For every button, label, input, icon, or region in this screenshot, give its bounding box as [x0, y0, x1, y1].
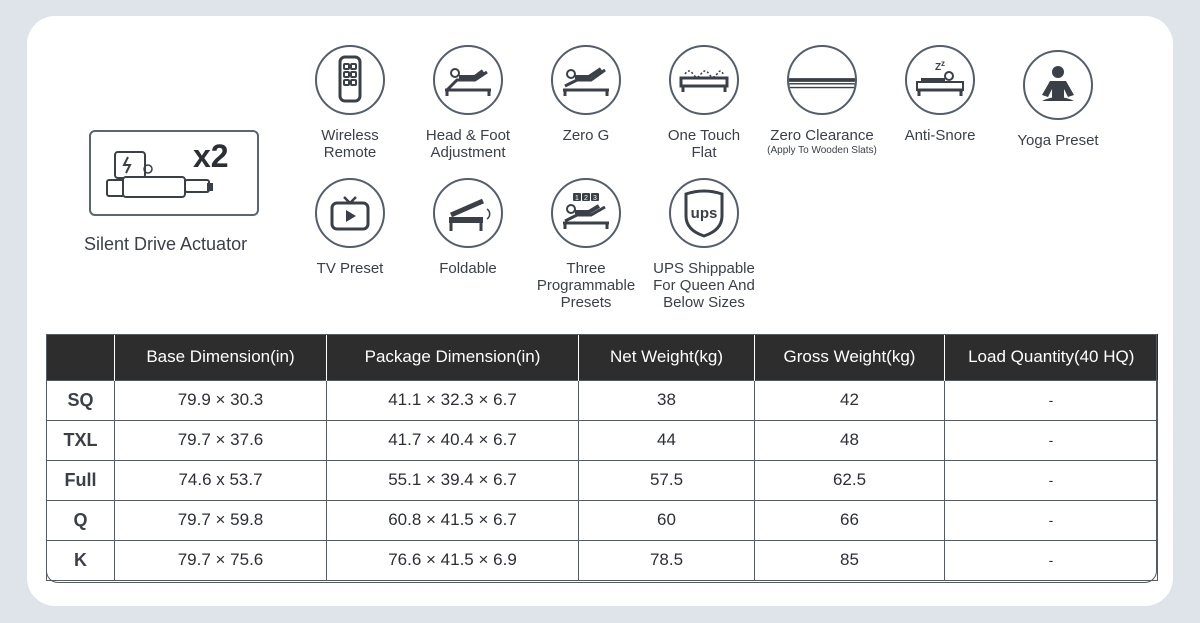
feature-zero-g: [521, 45, 651, 144]
feature-tv-preset: [285, 178, 415, 277]
package-dimension-cell: 60.8 × 41.5 × 6.7: [327, 500, 579, 540]
one-touch-flat-icon: [669, 45, 739, 115]
net-weight-cell: 78.5: [579, 540, 755, 580]
base-dimension-cell: 79.7 × 75.6: [115, 540, 327, 580]
package-dimension-cell: 76.6 × 41.5 × 6.9: [327, 540, 579, 580]
gross-weight-cell: 66: [755, 500, 945, 540]
zero-g-icon: [551, 45, 621, 115]
feature-head-foot: [403, 45, 533, 161]
actuator-frame: [89, 130, 259, 216]
load-quantity-cell: -: [945, 540, 1158, 580]
load-quantity-cell: -: [945, 500, 1158, 540]
remote-icon: [315, 45, 385, 115]
feature-label: Zero Clearance: [770, 127, 874, 144]
feature-zero-clearance: [757, 45, 887, 156]
load-quantity-cell: -: [945, 460, 1158, 500]
header-load-quantity: Load Quantity(40 HQ): [945, 334, 1158, 380]
actuator-label: Silent Drive Actuator: [84, 234, 248, 254]
header-gross-weight: Gross Weight(kg): [755, 334, 945, 380]
feature-programmable: [521, 178, 651, 311]
feature-ups: [639, 178, 769, 311]
gross-weight-cell: 42: [755, 380, 945, 420]
net-weight-cell: 38: [579, 380, 755, 420]
yoga-icon: [1023, 50, 1093, 120]
anti-snore-icon: [905, 45, 975, 115]
net-weight-cell: 60: [579, 500, 755, 540]
base-dimension-cell: 79.7 × 59.8: [115, 500, 327, 540]
table-row: [47, 540, 1158, 580]
feature-label: Head & Foot Adjustment: [425, 127, 511, 161]
base-dimension-cell: 79.9 × 30.3: [115, 380, 327, 420]
size-cell: Q: [47, 500, 115, 540]
head-foot-adjust-icon: [433, 45, 503, 115]
feature-wireless-remote: [285, 45, 415, 161]
package-dimension-cell: 41.1 × 32.3 × 6.7: [327, 380, 579, 420]
net-weight-cell: 44: [579, 420, 755, 460]
feature-label: Wireless Remote: [321, 127, 379, 161]
net-weight-cell: 57.5: [579, 460, 755, 500]
feature-sublabel: (Apply To Wooden Slats): [767, 145, 877, 156]
svg-text:z: z: [941, 59, 945, 68]
feature-label: Foldable: [439, 260, 497, 277]
size-cell: K: [47, 540, 115, 580]
gross-weight-cell: 85: [755, 540, 945, 580]
svg-text:1: 1: [575, 195, 579, 202]
feature-label: Yoga Preset: [1017, 132, 1099, 149]
table-header-row: [47, 334, 1158, 380]
package-dimension-cell: 41.7 × 40.4 × 6.7: [327, 420, 579, 460]
svg-text:2: 2: [584, 195, 588, 202]
load-quantity-cell: -: [945, 420, 1158, 460]
feature-foldable: [403, 178, 533, 277]
actuator-icon: [91, 132, 261, 218]
gross-weight-cell: 48: [755, 420, 945, 460]
table-row: [47, 420, 1158, 460]
header-package-dimension: Package Dimension(in): [327, 334, 579, 380]
size-cell: TXL: [47, 420, 115, 460]
feature-label: One Touch Flat: [667, 127, 741, 161]
feature-label: Anti-Snore: [904, 127, 976, 144]
load-quantity-cell: -: [945, 380, 1158, 420]
tv-icon: [315, 178, 385, 248]
size-cell: SQ: [47, 380, 115, 420]
table-row: [47, 460, 1158, 500]
feature-yoga: [993, 50, 1123, 149]
header-size: [47, 334, 115, 380]
zero-clearance-icon: [787, 45, 857, 115]
base-dimension-cell: 79.7 × 37.6: [115, 420, 327, 460]
svg-text:Z: Z: [935, 62, 942, 73]
ups-icon: [669, 178, 739, 248]
gross-weight-cell: 62.5: [755, 460, 945, 500]
spec-table: [46, 334, 1158, 581]
foldable-icon: [433, 178, 503, 248]
base-dimension-cell: 74.6 x 53.7: [115, 460, 327, 500]
actuator-multiplier: x2: [193, 138, 229, 174]
feature-label: TV Preset: [316, 260, 384, 277]
programmable-presets-icon: [551, 178, 621, 248]
header-net-weight: Net Weight(kg): [579, 334, 755, 380]
header-base-dimension: Base Dimension(in): [115, 334, 327, 380]
package-dimension-cell: 55.1 × 39.4 × 6.7: [327, 460, 579, 500]
feature-anti-snore: [875, 45, 1005, 144]
table-row: [47, 380, 1158, 420]
size-cell: Full: [47, 460, 115, 500]
feature-label: Three Programmable Presets: [536, 260, 636, 311]
svg-text:ups: ups: [690, 205, 718, 222]
feature-label: Zero G: [562, 127, 610, 144]
feature-one-touch-flat: [639, 45, 769, 161]
svg-text:3: 3: [593, 195, 597, 202]
table-row: [47, 500, 1158, 540]
feature-label: UPS Shippable For Queen And Below Sizes: [653, 260, 755, 311]
